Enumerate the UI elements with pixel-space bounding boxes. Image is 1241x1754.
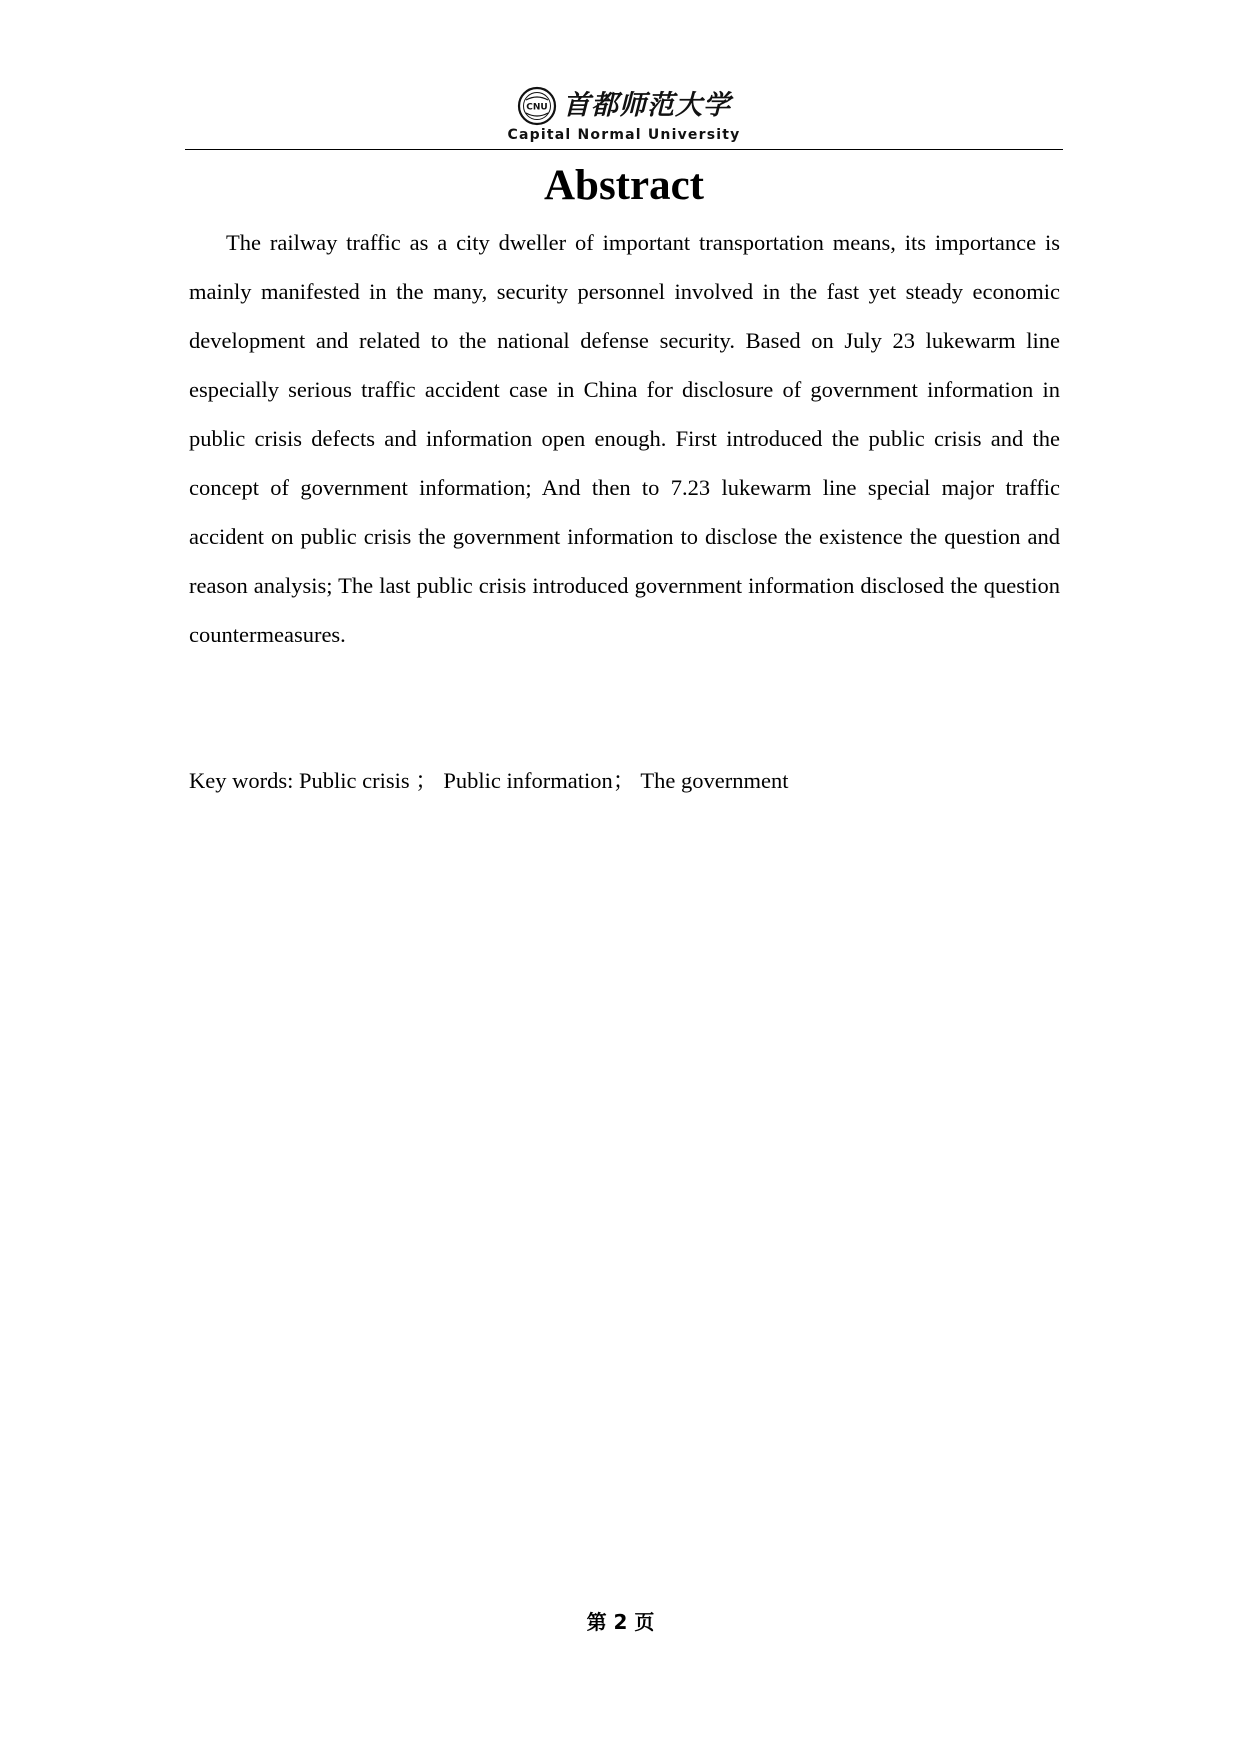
- seal-text: CNU: [526, 102, 548, 113]
- university-name-english: Capital Normal University: [507, 127, 741, 143]
- keywords-line: Key words: Public crisis ； Public information； The government: [189, 768, 789, 793]
- university-logo: [185, 86, 1063, 126]
- university-name-chinese: 首都师范大学: [563, 90, 731, 121]
- page-header: [185, 86, 1063, 150]
- header-divider: [185, 149, 1063, 150]
- abstract-paragraph: The railway traffic as a city dweller of important transportation means, its importance is mainly manifested in the many, security personnel involved in the fast yet steady economic development and related to the national defense security. Based on July 23 lukewarm line especially serious traffic accident case in China for disclosure of government information in public crisis defects and information open enough. First introduced the public crisis and the concept of government information; And then to 7.23 lukewarm line special major traffic accident on public crisis the government information to disclose the existence the question and reason analysis; The last public crisis introduced government information disclosed the question countermeasures.: [189, 230, 1060, 647]
- university-seal-icon: [517, 86, 557, 126]
- page-title: Abstract: [543, 162, 704, 209]
- page-number: 第 2 页: [586, 1610, 655, 1634]
